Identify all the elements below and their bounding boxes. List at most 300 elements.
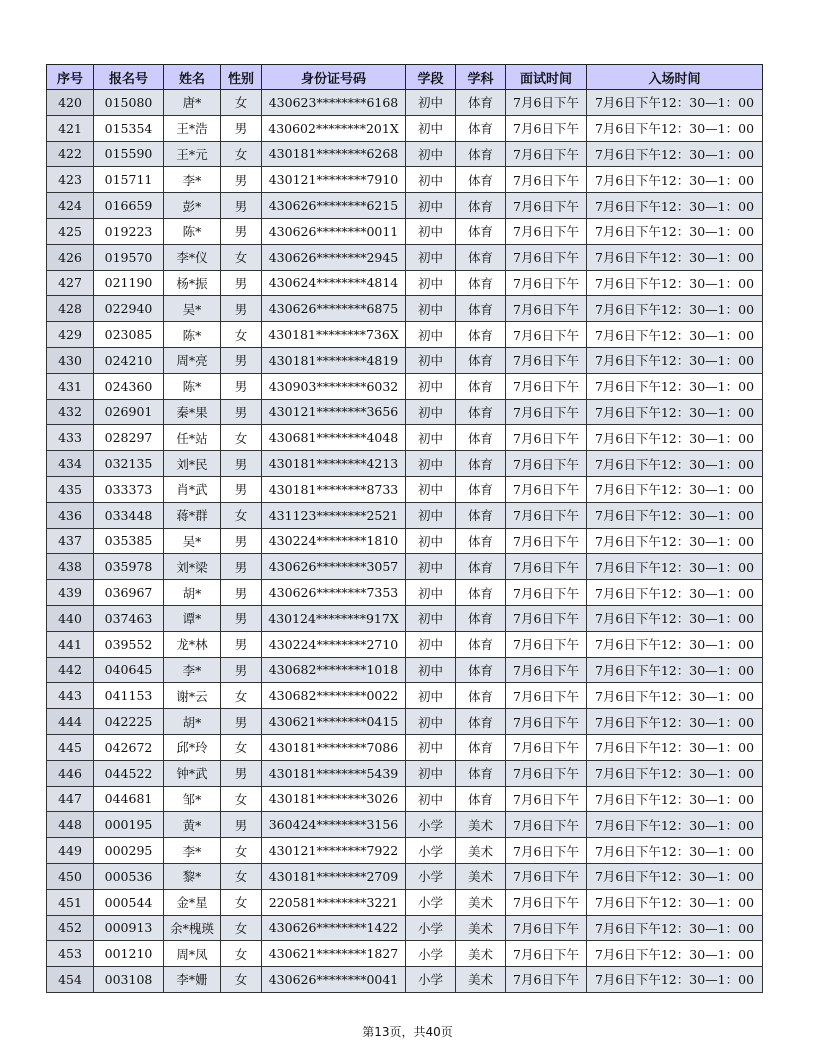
cell-gender: 男 [221, 476, 262, 502]
cell-id-number: 430181********6268 [262, 141, 406, 167]
table-row [47, 709, 763, 735]
cell-name: 李* [164, 167, 221, 193]
cell-reg-no: 040645 [94, 657, 164, 683]
cell-entry-time: 7月6日下午12：30—1：00 [587, 218, 763, 244]
cell-reg-no: 015711 [94, 167, 164, 193]
cell-id-number: 430181********2709 [262, 863, 406, 889]
cell-subject: 体育 [456, 296, 506, 322]
cell-seq: 433 [47, 425, 94, 451]
cell-id-number: 431123********2521 [262, 502, 406, 528]
cell-name: 秦*果 [164, 399, 221, 425]
cell-subject: 美术 [456, 915, 506, 941]
cell-id-number: 430626********0011 [262, 218, 406, 244]
cell-entry-time: 7月6日下午12：30—1：00 [587, 554, 763, 580]
cell-entry-time: 7月6日下午12：30—1：00 [587, 889, 763, 915]
cell-interview-time: 7月6日下午 [506, 657, 587, 683]
cell-reg-no: 042672 [94, 734, 164, 760]
cell-gender: 女 [221, 915, 262, 941]
cell-reg-no: 000544 [94, 889, 164, 915]
cell-id-number: 430682********1018 [262, 657, 406, 683]
cell-gender: 男 [221, 554, 262, 580]
cell-reg-no: 028297 [94, 425, 164, 451]
cell-id-number: 220581********3221 [262, 889, 406, 915]
cell-stage: 初中 [406, 373, 456, 399]
cell-subject: 体育 [456, 115, 506, 141]
cell-reg-no: 019223 [94, 218, 164, 244]
cell-reg-no: 021190 [94, 270, 164, 296]
cell-id-number: 430626********6215 [262, 193, 406, 219]
cell-reg-no: 041153 [94, 683, 164, 709]
table-row [47, 167, 763, 193]
cell-stage: 初中 [406, 760, 456, 786]
cell-entry-time: 7月6日下午12：30—1：00 [587, 193, 763, 219]
cell-name: 刘*民 [164, 451, 221, 477]
cell-interview-time: 7月6日下午 [506, 709, 587, 735]
cell-entry-time: 7月6日下午12：30—1：00 [587, 347, 763, 373]
table-row [47, 451, 763, 477]
cell-name: 陈* [164, 218, 221, 244]
cell-entry-time: 7月6日下午12：30—1：00 [587, 709, 763, 735]
cell-stage: 初中 [406, 296, 456, 322]
cell-gender: 女 [221, 425, 262, 451]
cell-stage: 小学 [406, 967, 456, 993]
cell-seq: 440 [47, 605, 94, 631]
cell-name: 周*凤 [164, 941, 221, 967]
cell-subject: 体育 [456, 322, 506, 348]
table-row [47, 967, 763, 993]
cell-id-number: 430623********6168 [262, 90, 406, 116]
cell-seq: 449 [47, 838, 94, 864]
cell-subject: 美术 [456, 838, 506, 864]
cell-name: 钟*武 [164, 760, 221, 786]
cell-reg-no: 037463 [94, 605, 164, 631]
table-row [47, 760, 763, 786]
cell-id-number: 430681********4048 [262, 425, 406, 451]
cell-gender: 女 [221, 502, 262, 528]
cell-gender: 男 [221, 193, 262, 219]
header-reg-no: 报名号 [94, 65, 164, 90]
table-row [47, 915, 763, 941]
cell-id-number: 430181********3026 [262, 786, 406, 812]
cell-stage: 初中 [406, 218, 456, 244]
cell-seq: 452 [47, 915, 94, 941]
table-row [47, 734, 763, 760]
cell-name: 王*元 [164, 141, 221, 167]
cell-seq: 453 [47, 941, 94, 967]
cell-seq: 421 [47, 115, 94, 141]
cell-name: 胡* [164, 580, 221, 606]
cell-interview-time: 7月6日下午 [506, 760, 587, 786]
cell-subject: 体育 [456, 270, 506, 296]
cell-stage: 初中 [406, 347, 456, 373]
cell-interview-time: 7月6日下午 [506, 915, 587, 941]
table-row [47, 838, 763, 864]
cell-gender: 男 [221, 373, 262, 399]
cell-interview-time: 7月6日下午 [506, 528, 587, 554]
cell-name: 蒋*群 [164, 502, 221, 528]
cell-gender: 女 [221, 941, 262, 967]
cell-id-number: 430224********1810 [262, 528, 406, 554]
cell-interview-time: 7月6日下午 [506, 218, 587, 244]
cell-name: 余*槐瑛 [164, 915, 221, 941]
cell-reg-no: 015354 [94, 115, 164, 141]
cell-reg-no: 000913 [94, 915, 164, 941]
cell-interview-time: 7月6日下午 [506, 399, 587, 425]
cell-id-number: 430626********3057 [262, 554, 406, 580]
cell-seq: 431 [47, 373, 94, 399]
cell-entry-time: 7月6日下午12：30—1：00 [587, 451, 763, 477]
cell-id-number: 430181********8733 [262, 476, 406, 502]
cell-id-number: 430621********0415 [262, 709, 406, 735]
cell-stage: 初中 [406, 476, 456, 502]
cell-seq: 427 [47, 270, 94, 296]
table-row [47, 554, 763, 580]
cell-name: 陈* [164, 322, 221, 348]
cell-id-number: 430682********0022 [262, 683, 406, 709]
cell-name: 刘*梁 [164, 554, 221, 580]
cell-gender: 男 [221, 451, 262, 477]
cell-gender: 女 [221, 838, 262, 864]
cell-interview-time: 7月6日下午 [506, 631, 587, 657]
cell-seq: 441 [47, 631, 94, 657]
page-number: 第13页，共40页 [362, 1025, 453, 1039]
cell-reg-no: 032135 [94, 451, 164, 477]
cell-entry-time: 7月6日下午12：30—1：00 [587, 580, 763, 606]
cell-seq: 423 [47, 167, 94, 193]
cell-entry-time: 7月6日下午12：30—1：00 [587, 657, 763, 683]
cell-id-number: 430624********4814 [262, 270, 406, 296]
cell-seq: 436 [47, 502, 94, 528]
cell-gender: 男 [221, 631, 262, 657]
cell-subject: 体育 [456, 218, 506, 244]
cell-id-number: 360424********3156 [262, 812, 406, 838]
cell-interview-time: 7月6日下午 [506, 734, 587, 760]
cell-reg-no: 001210 [94, 941, 164, 967]
cell-seq: 439 [47, 580, 94, 606]
cell-gender: 男 [221, 709, 262, 735]
cell-seq: 442 [47, 657, 94, 683]
cell-stage: 初中 [406, 580, 456, 606]
cell-interview-time: 7月6日下午 [506, 296, 587, 322]
candidate-table [46, 64, 763, 993]
header-row [47, 65, 763, 90]
table-row [47, 786, 763, 812]
cell-entry-time: 7月6日下午12：30—1：00 [587, 863, 763, 889]
header-subject: 学科 [456, 65, 506, 90]
cell-subject: 体育 [456, 605, 506, 631]
cell-subject: 体育 [456, 709, 506, 735]
cell-entry-time: 7月6日下午12：30—1：00 [587, 90, 763, 116]
cell-seq: 437 [47, 528, 94, 554]
cell-gender: 女 [221, 889, 262, 915]
cell-gender: 女 [221, 967, 262, 993]
cell-interview-time: 7月6日下午 [506, 786, 587, 812]
cell-seq: 434 [47, 451, 94, 477]
cell-gender: 男 [221, 657, 262, 683]
cell-entry-time: 7月6日下午12：30—1：00 [587, 967, 763, 993]
cell-subject: 体育 [456, 683, 506, 709]
cell-entry-time: 7月6日下午12：30—1：00 [587, 270, 763, 296]
table-row [47, 528, 763, 554]
cell-stage: 小学 [406, 915, 456, 941]
table-row [47, 425, 763, 451]
cell-stage: 初中 [406, 734, 456, 760]
cell-gender: 女 [221, 322, 262, 348]
cell-subject: 体育 [456, 451, 506, 477]
cell-id-number: 430121********7910 [262, 167, 406, 193]
cell-subject: 体育 [456, 631, 506, 657]
cell-subject: 体育 [456, 502, 506, 528]
cell-stage: 初中 [406, 399, 456, 425]
cell-id-number: 430903********6032 [262, 373, 406, 399]
cell-subject: 体育 [456, 193, 506, 219]
cell-seq: 444 [47, 709, 94, 735]
cell-name: 李* [164, 657, 221, 683]
cell-stage: 初中 [406, 193, 456, 219]
cell-entry-time: 7月6日下午12：30—1：00 [587, 631, 763, 657]
cell-id-number: 430124********917X [262, 605, 406, 631]
cell-reg-no: 015590 [94, 141, 164, 167]
cell-reg-no: 024210 [94, 347, 164, 373]
cell-id-number: 430621********1827 [262, 941, 406, 967]
table-row [47, 193, 763, 219]
cell-subject: 体育 [456, 425, 506, 451]
cell-reg-no: 019570 [94, 244, 164, 270]
cell-subject: 美术 [456, 967, 506, 993]
cell-stage: 初中 [406, 709, 456, 735]
cell-stage: 初中 [406, 322, 456, 348]
cell-stage: 初中 [406, 502, 456, 528]
cell-reg-no: 015080 [94, 90, 164, 116]
cell-seq: 430 [47, 347, 94, 373]
header-gender: 性别 [221, 65, 262, 90]
cell-entry-time: 7月6日下午12：30—1：00 [587, 244, 763, 270]
cell-seq: 443 [47, 683, 94, 709]
cell-stage: 小学 [406, 941, 456, 967]
cell-id-number: 430626********2945 [262, 244, 406, 270]
cell-reg-no: 033448 [94, 502, 164, 528]
table-row [47, 605, 763, 631]
cell-stage: 初中 [406, 270, 456, 296]
cell-gender: 男 [221, 760, 262, 786]
cell-name: 杨*振 [164, 270, 221, 296]
cell-gender: 男 [221, 812, 262, 838]
cell-name: 邱*玲 [164, 734, 221, 760]
cell-subject: 体育 [456, 167, 506, 193]
table-row [47, 399, 763, 425]
cell-stage: 初中 [406, 528, 456, 554]
cell-interview-time: 7月6日下午 [506, 838, 587, 864]
cell-name: 唐* [164, 90, 221, 116]
table-row [47, 90, 763, 116]
cell-reg-no: 024360 [94, 373, 164, 399]
cell-name: 周*亮 [164, 347, 221, 373]
table-row [47, 115, 763, 141]
cell-entry-time: 7月6日下午12：30—1：00 [587, 322, 763, 348]
cell-interview-time: 7月6日下午 [506, 502, 587, 528]
cell-name: 肖*武 [164, 476, 221, 502]
cell-subject: 体育 [456, 141, 506, 167]
cell-name: 龙*林 [164, 631, 221, 657]
cell-subject: 体育 [456, 347, 506, 373]
cell-interview-time: 7月6日下午 [506, 167, 587, 193]
cell-subject: 体育 [456, 734, 506, 760]
table-row [47, 502, 763, 528]
cell-subject: 体育 [456, 760, 506, 786]
table-row [47, 244, 763, 270]
cell-interview-time: 7月6日下午 [506, 451, 587, 477]
cell-seq: 450 [47, 863, 94, 889]
cell-entry-time: 7月6日下午12：30—1：00 [587, 399, 763, 425]
cell-seq: 447 [47, 786, 94, 812]
cell-gender: 女 [221, 863, 262, 889]
cell-gender: 男 [221, 167, 262, 193]
cell-seq: 424 [47, 193, 94, 219]
cell-entry-time: 7月6日下午12：30—1：00 [587, 605, 763, 631]
cell-seq: 426 [47, 244, 94, 270]
cell-interview-time: 7月6日下午 [506, 322, 587, 348]
cell-reg-no: 022940 [94, 296, 164, 322]
cell-entry-time: 7月6日下午12：30—1：00 [587, 941, 763, 967]
header-name: 姓名 [164, 65, 221, 90]
cell-seq: 420 [47, 90, 94, 116]
cell-stage: 初中 [406, 657, 456, 683]
cell-stage: 初中 [406, 631, 456, 657]
cell-gender: 男 [221, 296, 262, 322]
cell-subject: 体育 [456, 657, 506, 683]
cell-gender: 男 [221, 605, 262, 631]
header-interview-time: 面试时间 [506, 65, 587, 90]
cell-id-number: 430626********6875 [262, 296, 406, 322]
cell-name: 李* [164, 838, 221, 864]
header-id-number: 身份证号码 [262, 65, 406, 90]
cell-gender: 男 [221, 347, 262, 373]
cell-name: 黎* [164, 863, 221, 889]
cell-gender: 男 [221, 218, 262, 244]
cell-gender: 女 [221, 786, 262, 812]
cell-reg-no: 016659 [94, 193, 164, 219]
table-row [47, 631, 763, 657]
table-row [47, 812, 763, 838]
table-row [47, 322, 763, 348]
table-row [47, 657, 763, 683]
cell-entry-time: 7月6日下午12：30—1：00 [587, 115, 763, 141]
cell-reg-no: 000536 [94, 863, 164, 889]
cell-entry-time: 7月6日下午12：30—1：00 [587, 786, 763, 812]
cell-subject: 体育 [456, 476, 506, 502]
cell-id-number: 430181********736X [262, 322, 406, 348]
cell-seq: 435 [47, 476, 94, 502]
cell-name: 邹* [164, 786, 221, 812]
cell-entry-time: 7月6日下午12：30—1：00 [587, 528, 763, 554]
header-entry-time: 入场时间 [587, 65, 763, 90]
cell-reg-no: 042225 [94, 709, 164, 735]
cell-gender: 男 [221, 399, 262, 425]
cell-name: 任*站 [164, 425, 221, 451]
cell-gender: 男 [221, 270, 262, 296]
cell-stage: 初中 [406, 554, 456, 580]
cell-subject: 美术 [456, 863, 506, 889]
header-seq: 序号 [47, 65, 94, 90]
cell-reg-no: 035978 [94, 554, 164, 580]
cell-reg-no: 026901 [94, 399, 164, 425]
cell-reg-no: 044681 [94, 786, 164, 812]
cell-name: 李*仪 [164, 244, 221, 270]
cell-reg-no: 036967 [94, 580, 164, 606]
table-row [47, 218, 763, 244]
cell-name: 黄* [164, 812, 221, 838]
cell-entry-time: 7月6日下午12：30—1：00 [587, 425, 763, 451]
cell-stage: 初中 [406, 244, 456, 270]
cell-entry-time: 7月6日下午12：30—1：00 [587, 167, 763, 193]
table-row [47, 476, 763, 502]
cell-interview-time: 7月6日下午 [506, 90, 587, 116]
cell-entry-time: 7月6日下午12：30—1：00 [587, 915, 763, 941]
cell-subject: 体育 [456, 786, 506, 812]
cell-name: 王*浩 [164, 115, 221, 141]
cell-seq: 422 [47, 141, 94, 167]
cell-entry-time: 7月6日下午12：30—1：00 [587, 373, 763, 399]
cell-seq: 454 [47, 967, 94, 993]
cell-seq: 425 [47, 218, 94, 244]
cell-interview-time: 7月6日下午 [506, 425, 587, 451]
cell-subject: 体育 [456, 373, 506, 399]
cell-interview-time: 7月6日下午 [506, 605, 587, 631]
cell-id-number: 430626********7353 [262, 580, 406, 606]
cell-reg-no: 044522 [94, 760, 164, 786]
cell-stage: 初中 [406, 605, 456, 631]
cell-interview-time: 7月6日下午 [506, 476, 587, 502]
table-row [47, 296, 763, 322]
cell-stage: 小学 [406, 812, 456, 838]
cell-stage: 初中 [406, 115, 456, 141]
cell-gender: 女 [221, 683, 262, 709]
cell-interview-time: 7月6日下午 [506, 270, 587, 296]
cell-gender: 女 [221, 90, 262, 116]
cell-stage: 初中 [406, 141, 456, 167]
cell-interview-time: 7月6日下午 [506, 863, 587, 889]
cell-stage: 初中 [406, 786, 456, 812]
cell-seq: 428 [47, 296, 94, 322]
table-row [47, 580, 763, 606]
cell-subject: 体育 [456, 244, 506, 270]
cell-entry-time: 7月6日下午12：30—1：00 [587, 734, 763, 760]
cell-stage: 初中 [406, 90, 456, 116]
cell-id-number: 430121********3656 [262, 399, 406, 425]
cell-reg-no: 035385 [94, 528, 164, 554]
table-row [47, 889, 763, 915]
cell-interview-time: 7月6日下午 [506, 683, 587, 709]
table-row [47, 863, 763, 889]
table-row [47, 683, 763, 709]
cell-entry-time: 7月6日下午12：30—1：00 [587, 683, 763, 709]
cell-interview-time: 7月6日下午 [506, 812, 587, 838]
cell-reg-no: 033373 [94, 476, 164, 502]
cell-stage: 初中 [406, 425, 456, 451]
cell-seq: 429 [47, 322, 94, 348]
cell-interview-time: 7月6日下午 [506, 554, 587, 580]
cell-entry-time: 7月6日下午12：30—1：00 [587, 476, 763, 502]
cell-interview-time: 7月6日下午 [506, 115, 587, 141]
cell-name: 谭* [164, 605, 221, 631]
cell-gender: 男 [221, 580, 262, 606]
cell-name: 陈* [164, 373, 221, 399]
cell-stage: 初中 [406, 167, 456, 193]
cell-subject: 体育 [456, 528, 506, 554]
cell-interview-time: 7月6日下午 [506, 373, 587, 399]
cell-id-number: 430121********7922 [262, 838, 406, 864]
cell-entry-time: 7月6日下午12：30—1：00 [587, 812, 763, 838]
